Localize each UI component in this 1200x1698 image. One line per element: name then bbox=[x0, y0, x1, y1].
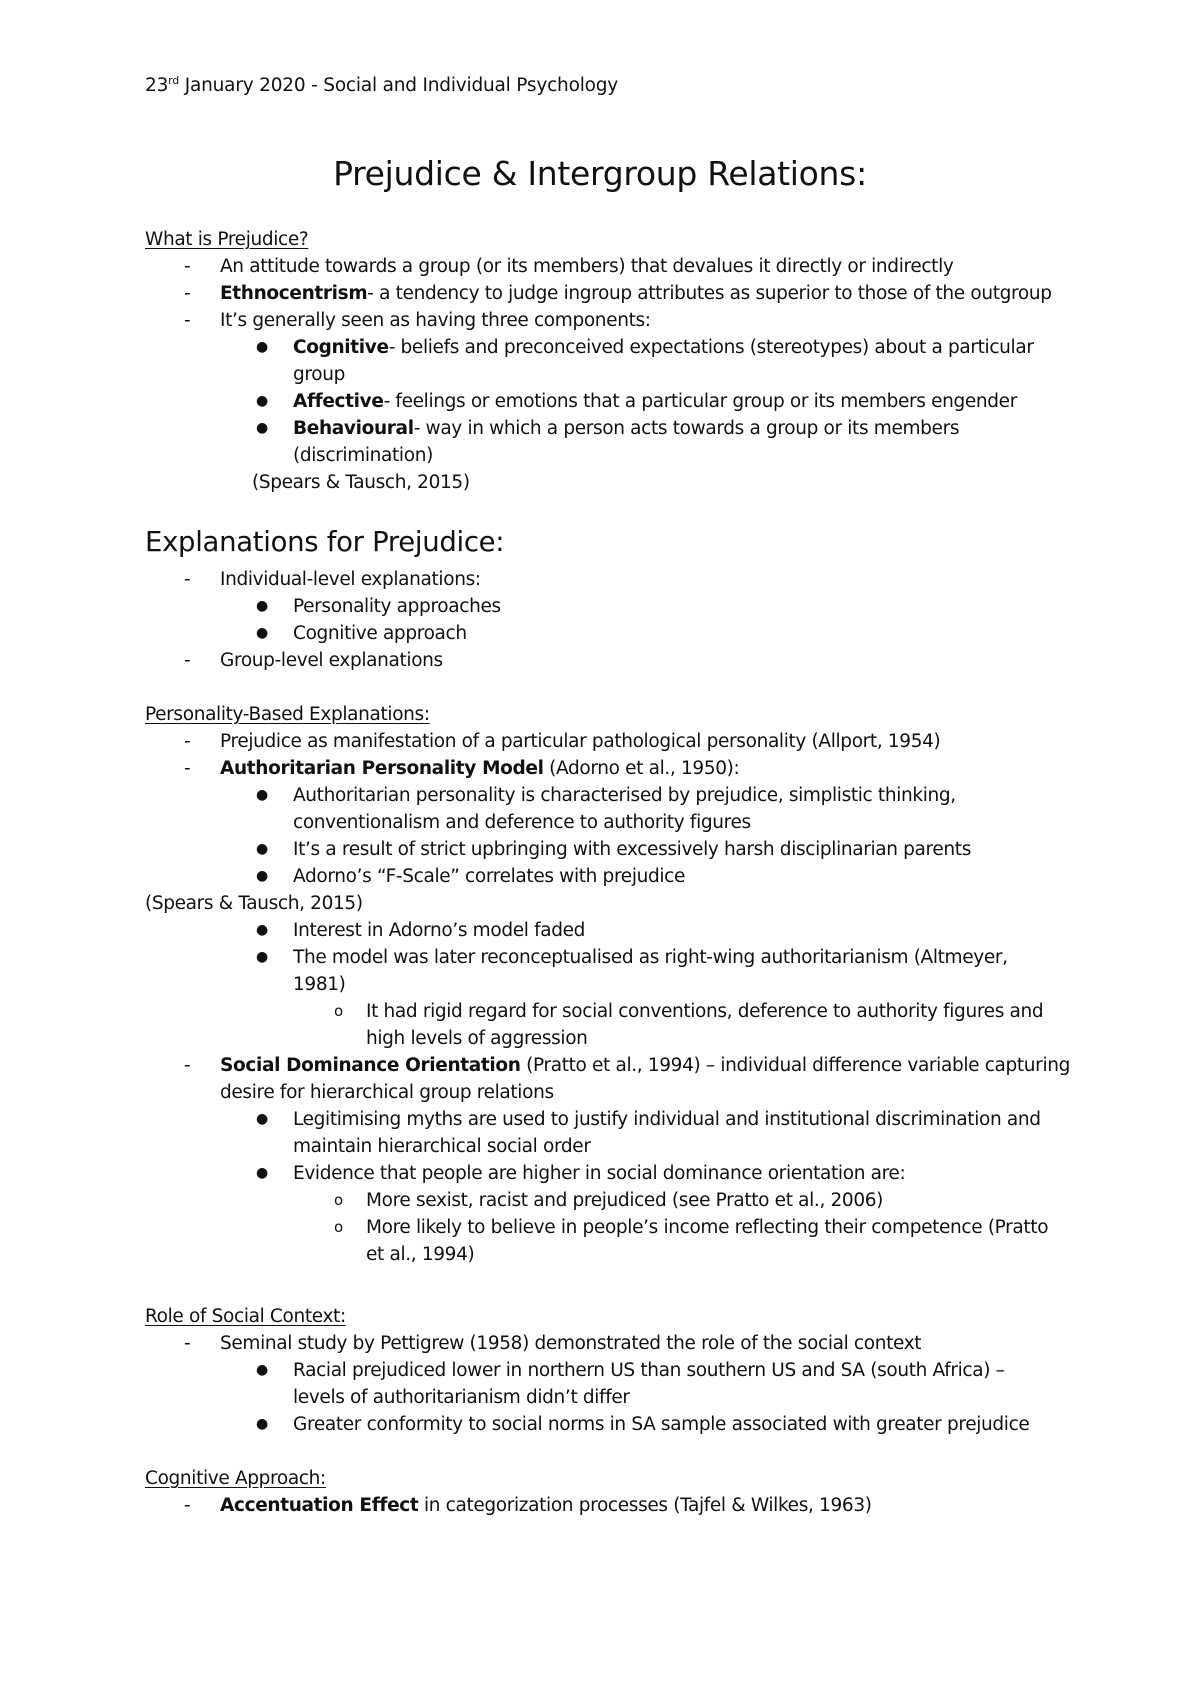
bullet-icon: ● bbox=[256, 841, 268, 857]
list-item: Seminal study by Pettigrew (1958) demonstrated the role of the social context bbox=[220, 1333, 922, 1354]
list-item bbox=[293, 334, 1034, 361]
list-item: It’s a result of strict upbringing with excessively harsh disciplinarian parents bbox=[293, 839, 971, 860]
section-heading-cognitive-approach: Cognitive Approach: bbox=[145, 1468, 326, 1489]
definition-text: in categorization processes (Tajfel & Wilkes, 1963) bbox=[418, 1495, 872, 1516]
dash-marker: - bbox=[184, 731, 191, 752]
bullet-icon: ● bbox=[256, 1362, 268, 1378]
dash-marker: - bbox=[184, 283, 191, 304]
section-heading-personality-based: Personality-Based Explanations: bbox=[145, 704, 430, 725]
definition-text: - a tendency to judge ingroup attributes as superior to those of the outgroup bbox=[367, 283, 1052, 304]
list-item bbox=[293, 415, 959, 442]
list-item: Legitimising myths are used to justify individual and institutional discrimination and bbox=[293, 1109, 1041, 1130]
list-item: Group-level explanations bbox=[220, 650, 443, 671]
list-item: Authoritarian personality is characterised by prejudice, simplistic thinking, bbox=[293, 785, 956, 806]
term-behavioural: Behavioural bbox=[293, 418, 414, 439]
term-affective: Affective bbox=[293, 391, 384, 412]
list-item-continuation: (discrimination) bbox=[293, 445, 433, 466]
list-item bbox=[220, 280, 1052, 307]
list-item: Individual-level explanations: bbox=[220, 569, 481, 590]
list-item: An attitude towards a group (or its members) that devalues it directly or indirectly bbox=[220, 256, 954, 277]
list-item: Evidence that people are higher in social dominance orientation are: bbox=[293, 1163, 906, 1184]
list-item: Racial prejudiced lower in northern US than southern US and SA (south Africa) – bbox=[293, 1360, 1005, 1381]
dash-marker: - bbox=[184, 1333, 191, 1354]
definition-text: - beliefs and preconceived expectations (stereotypes) about a particular bbox=[388, 337, 1034, 358]
circle-bullet-icon: o bbox=[334, 1191, 343, 1209]
list-item: Prejudice as manifestation of a particular pathological personality (Allport, 1954) bbox=[220, 731, 941, 752]
bullet-icon: ● bbox=[256, 625, 268, 641]
definition-text: - way in which a person acts towards a group or its members bbox=[413, 418, 960, 439]
bullet-icon: ● bbox=[256, 787, 268, 803]
list-item: The model was later reconceptualised as right-wing authoritarianism (Altmeyer, bbox=[293, 947, 1008, 968]
dash-marker: - bbox=[184, 650, 191, 671]
definition-text: (Pratto et al., 1994) – individual difference variable capturing bbox=[520, 1055, 1071, 1076]
list-item-continuation: levels of authoritarianism didn’t differ bbox=[293, 1387, 630, 1408]
citation: (Spears & Tausch, 2015) bbox=[145, 893, 363, 914]
bullet-icon: ● bbox=[256, 868, 268, 884]
circle-bullet-icon: o bbox=[334, 1002, 343, 1020]
list-item: Cognitive approach bbox=[293, 623, 467, 644]
list-item: Greater conformity to social norms in SA sample associated with greater prejudice bbox=[293, 1414, 1030, 1435]
term-cognitive: Cognitive bbox=[293, 337, 389, 358]
bullet-icon: ● bbox=[256, 949, 268, 965]
list-item bbox=[293, 388, 1017, 415]
list-item bbox=[220, 1492, 872, 1519]
dash-marker: - bbox=[184, 1495, 191, 1516]
list-item-continuation: conventionalism and deference to authority figures bbox=[293, 812, 751, 833]
term-ethnocentrism: Ethnocentrism bbox=[220, 283, 368, 304]
list-item: It’s generally seen as having three components: bbox=[220, 310, 651, 331]
list-item bbox=[220, 755, 739, 782]
term-authoritarian-personality-model: Authoritarian Personality Model bbox=[220, 758, 544, 779]
sub-list-item-continuation: et al., 1994) bbox=[366, 1244, 475, 1265]
list-item: Interest in Adorno’s model faded bbox=[293, 920, 586, 941]
circle-bullet-icon: o bbox=[334, 1218, 343, 1236]
bullet-icon: ● bbox=[256, 598, 268, 614]
list-item: Adorno’s “F-Scale” correlates with prejudice bbox=[293, 866, 686, 887]
list-item: Personality approaches bbox=[293, 596, 501, 617]
dash-marker: - bbox=[184, 256, 191, 277]
term-social-dominance-orientation: Social Dominance Orientation bbox=[220, 1055, 521, 1076]
sub-list-item: More sexist, racist and prejudiced (see Pratto et al., 2006) bbox=[366, 1190, 884, 1211]
sub-list-item-continuation: high levels of aggression bbox=[366, 1028, 588, 1049]
bullet-icon: ● bbox=[256, 420, 268, 436]
dash-marker: - bbox=[184, 1055, 191, 1076]
bullet-icon: ● bbox=[256, 922, 268, 938]
list-item-continuation: 1981) bbox=[293, 974, 346, 995]
dash-marker: - bbox=[184, 310, 191, 331]
header-date-suffix: rd bbox=[168, 74, 180, 87]
dash-marker: - bbox=[184, 758, 191, 779]
list-item-continuation: desire for hierarchical group relations bbox=[220, 1082, 554, 1103]
definition-text: - feelings or emotions that a particular group or its members engender bbox=[383, 391, 1017, 412]
header-course: January 2020 - Social and Individual Psychology bbox=[179, 75, 619, 96]
list-item bbox=[220, 1052, 1070, 1079]
document-header bbox=[145, 74, 618, 98]
page-title: Prejudice & Intergroup Relations: bbox=[333, 154, 867, 193]
section-heading-what-is-prejudice: What is Prejudice? bbox=[145, 229, 309, 250]
section-heading-social-context: Role of Social Context: bbox=[145, 1306, 346, 1327]
bullet-icon: ● bbox=[256, 1416, 268, 1432]
citation: (Spears & Tausch, 2015) bbox=[252, 472, 470, 493]
bullet-icon: ● bbox=[256, 1111, 268, 1127]
section-heading-explanations: Explanations for Prejudice: bbox=[145, 526, 505, 558]
header-date-day: 23 bbox=[145, 75, 169, 96]
bullet-icon: ● bbox=[256, 393, 268, 409]
dash-marker: - bbox=[184, 569, 191, 590]
term-accentuation-effect: Accentuation Effect bbox=[220, 1495, 419, 1516]
list-item-continuation: maintain hierarchical social order bbox=[293, 1136, 591, 1157]
sub-list-item: More likely to believe in people’s income reflecting their competence (Pratto bbox=[366, 1217, 1049, 1238]
list-item-continuation: group bbox=[293, 364, 345, 385]
bullet-icon: ● bbox=[256, 339, 268, 355]
citation-inline: (Adorno et al., 1950): bbox=[543, 758, 740, 779]
sub-list-item: It had rigid regard for social conventions, deference to authority figures and bbox=[366, 1001, 1044, 1022]
bullet-icon: ● bbox=[256, 1165, 268, 1181]
